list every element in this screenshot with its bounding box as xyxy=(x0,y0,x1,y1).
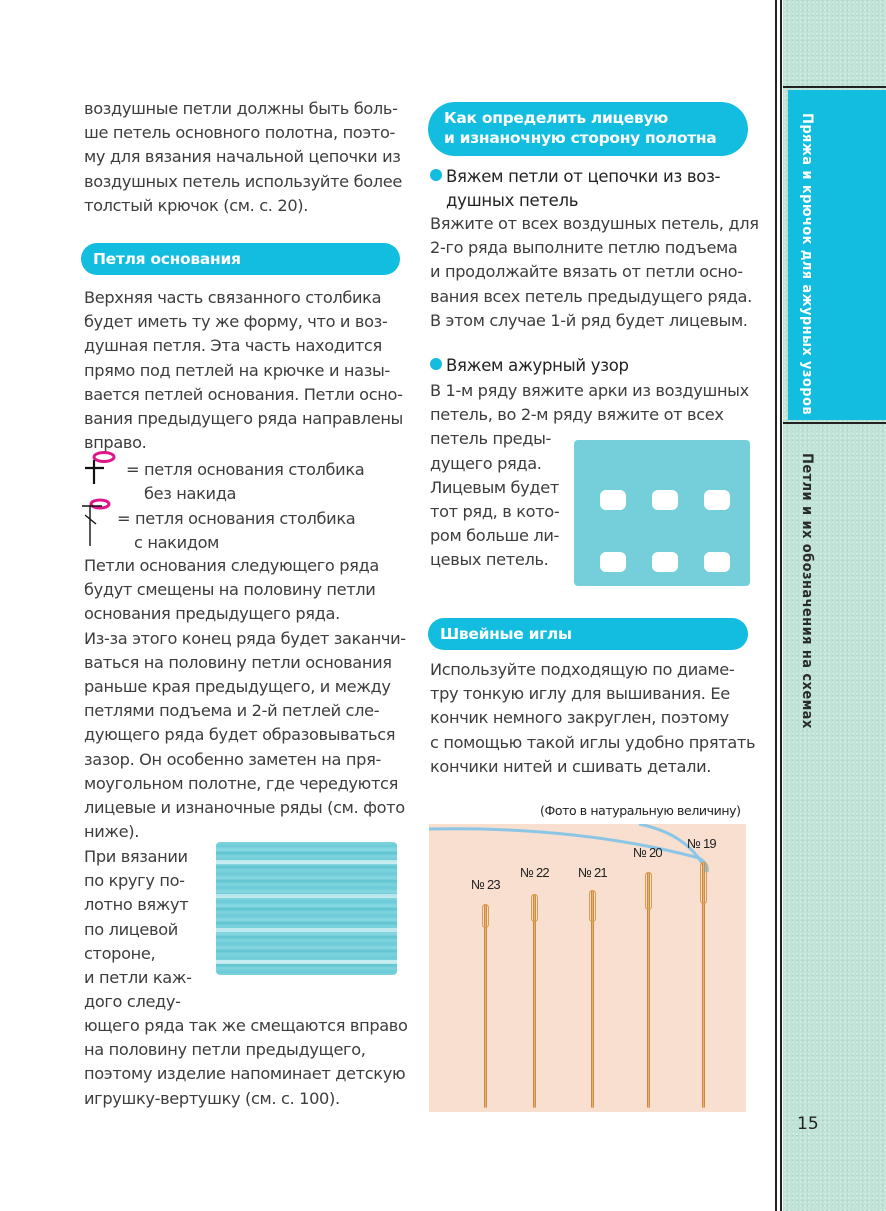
text-line: и петли каж- xyxy=(84,968,192,988)
single-crochet-symbol-icon xyxy=(82,450,122,486)
base-loop-paragraph-1 xyxy=(84,286,403,455)
double-crochet-symbol-icon xyxy=(80,496,120,548)
sidebar-rule xyxy=(780,0,782,1211)
text-line: поэтому изделие напоминает детскую xyxy=(84,1064,406,1084)
sidebar-tab-loops-symbols[interactable]: Петли и их обозначения на схемах xyxy=(799,453,815,729)
needle-19 xyxy=(702,862,705,1108)
text-line: петлями подъема и 2-й петлей сле- xyxy=(84,701,380,721)
photo-caption: (Фото в натуральную величину) xyxy=(540,803,741,818)
text-line: ше петель основного полотна, поэто- xyxy=(84,123,396,143)
text-line: и продолжайте вязать от петли осно- xyxy=(430,262,743,282)
bullet-title: душных петель xyxy=(446,191,579,210)
chain-stitch-paragraph xyxy=(430,212,759,333)
text-line: Петли основания следующего ряда xyxy=(84,556,379,575)
text-line: ющего ряда так же смещаются вправо xyxy=(84,1016,408,1035)
heading-line: Как определить лицевую xyxy=(444,109,669,127)
text-line: стороне, xyxy=(84,943,156,963)
text-line: При вязании xyxy=(84,847,188,866)
text-line: ваться на половину петли основания xyxy=(84,652,392,672)
legend-line: = петля основания столбика xyxy=(126,460,365,479)
sidebar-rule xyxy=(775,0,777,1211)
text-line: основания предыдущего ряда. xyxy=(84,604,340,624)
legend-line: = петля основания столбика xyxy=(117,509,356,528)
text-line: по кругу по- xyxy=(84,871,185,891)
needles-photo xyxy=(429,824,746,1112)
text-line: вается петлей основания. Петли осно- xyxy=(84,384,403,404)
sidebar-divider xyxy=(783,86,886,88)
text-line: зазор. Он особенно заметен на пря- xyxy=(84,749,381,769)
legend-line: без накида xyxy=(144,484,237,504)
text-line: по лицевой xyxy=(84,919,178,939)
section-heading-base-loop: Петля основания xyxy=(81,243,400,275)
legend-double-crochet xyxy=(117,507,355,555)
text-line: кончики нитей и сшивать детали. xyxy=(430,756,712,776)
text-line: на половину петли предыдущего, xyxy=(84,1040,366,1060)
needle-label: № 21 xyxy=(578,865,607,880)
text-line: дущего ряда. xyxy=(430,453,542,473)
section-heading-sides xyxy=(428,102,748,156)
text-line: прямо под петлей на крючке и назы- xyxy=(84,360,390,380)
legend-single-crochet xyxy=(126,458,364,506)
needle-23 xyxy=(484,904,487,1108)
text-line: душная петля. Эта часть находится xyxy=(84,336,382,356)
text-line: Верхняя часть связанного столбика xyxy=(84,288,382,307)
openwork-swatch-photo xyxy=(574,440,750,586)
text-line: игрушку-вертушку (см. с. 100). xyxy=(84,1088,340,1108)
text-line: вправо. xyxy=(84,433,147,453)
needle-label: № 20 xyxy=(633,845,662,860)
text-line: будет иметь ту же форму, что и воз- xyxy=(84,312,388,332)
text-line: петель преды- xyxy=(430,429,552,449)
base-loop-paragraph-3-wrapped xyxy=(84,845,192,1014)
text-line: ром больше ли- xyxy=(430,526,560,546)
page-number: 15 xyxy=(797,1114,819,1134)
text-line: воздушные петли должны быть боль- xyxy=(84,99,398,118)
text-line: дого следу- xyxy=(84,992,181,1012)
text-line: кончик немного закруглен, поэтому xyxy=(430,708,729,728)
text-line: толстый крючок (см. с. 20). xyxy=(84,195,309,215)
bullet-chain-stitch xyxy=(430,165,720,213)
bullet-openwork xyxy=(430,354,629,378)
text-line: воздушных петель используйте более xyxy=(84,171,402,191)
text-line: вания всех петель предыдущего ряда. xyxy=(430,286,752,306)
needle-21 xyxy=(591,890,594,1108)
text-line: 2-го ряда выполните петлю подъема xyxy=(430,238,738,258)
legend-line: с накидом xyxy=(134,533,220,553)
text-line: му для вязания начальной цепочки из xyxy=(84,147,401,167)
needle-label: № 22 xyxy=(520,865,549,880)
bullet-title: Вяжем петли от цепочки из воз- xyxy=(446,167,721,186)
text-line: Используйте подходящую по диаме- xyxy=(430,660,735,679)
needle-20 xyxy=(647,872,650,1108)
text-line: будут смещены на половину петли xyxy=(84,580,376,600)
section-heading-needles: Швейные иглы xyxy=(428,618,748,650)
text-line: тру тонкую иглу для вышивания. Ее xyxy=(430,684,730,704)
sidebar-divider xyxy=(783,422,886,424)
text-line: Вяжите от всех воздушных петель, для xyxy=(430,214,759,233)
base-loop-paragraph-2 xyxy=(84,554,406,844)
text-line: лицевые и изнаночные ряды (см. фото xyxy=(84,798,405,818)
sidebar-tab-label[interactable]: Пряжа и крючок для ажурных узоров xyxy=(799,113,815,416)
needle-label: № 23 xyxy=(471,877,500,892)
text-line: раньше края предыдущего, и между xyxy=(84,677,391,697)
text-line: дующего ряда будет образовываться xyxy=(84,725,396,745)
text-line: Из-за этого конец ряда будет заканчи- xyxy=(84,628,406,648)
bullet-title: Вяжем ажурный узор xyxy=(446,356,629,375)
base-loop-paragraph-3-full xyxy=(84,1014,408,1111)
text-line: цевых петель. xyxy=(430,550,549,570)
intro-paragraph xyxy=(84,97,402,218)
text-line: вания предыдущего ряда направлены xyxy=(84,409,403,429)
needle-22 xyxy=(533,894,536,1108)
text-line: моугольном полотне, где чередуются xyxy=(84,773,398,793)
text-line: ниже). xyxy=(84,822,140,842)
text-line: лотно вяжут xyxy=(84,895,189,915)
crochet-swatch-photo xyxy=(216,842,397,975)
needle-label: № 19 xyxy=(687,836,716,851)
heading-line: и изнаночную сторону полотна xyxy=(444,129,717,147)
text-line: В 1-м ряду вяжите арки из воздушных xyxy=(430,381,749,400)
bullet-dot-icon xyxy=(430,169,442,181)
text-line: с помощью такой иглы удобно прятать xyxy=(430,732,756,752)
text-line: петель, во 2-м ряду вяжите от всех xyxy=(430,405,724,425)
text-line: В этом случае 1-й ряд будет лицевым. xyxy=(430,310,748,330)
needles-paragraph xyxy=(430,658,755,779)
text-line: Лицевым будет xyxy=(430,477,559,497)
bullet-dot-icon xyxy=(430,358,442,370)
text-line: тот ряд, в кото- xyxy=(430,502,560,522)
